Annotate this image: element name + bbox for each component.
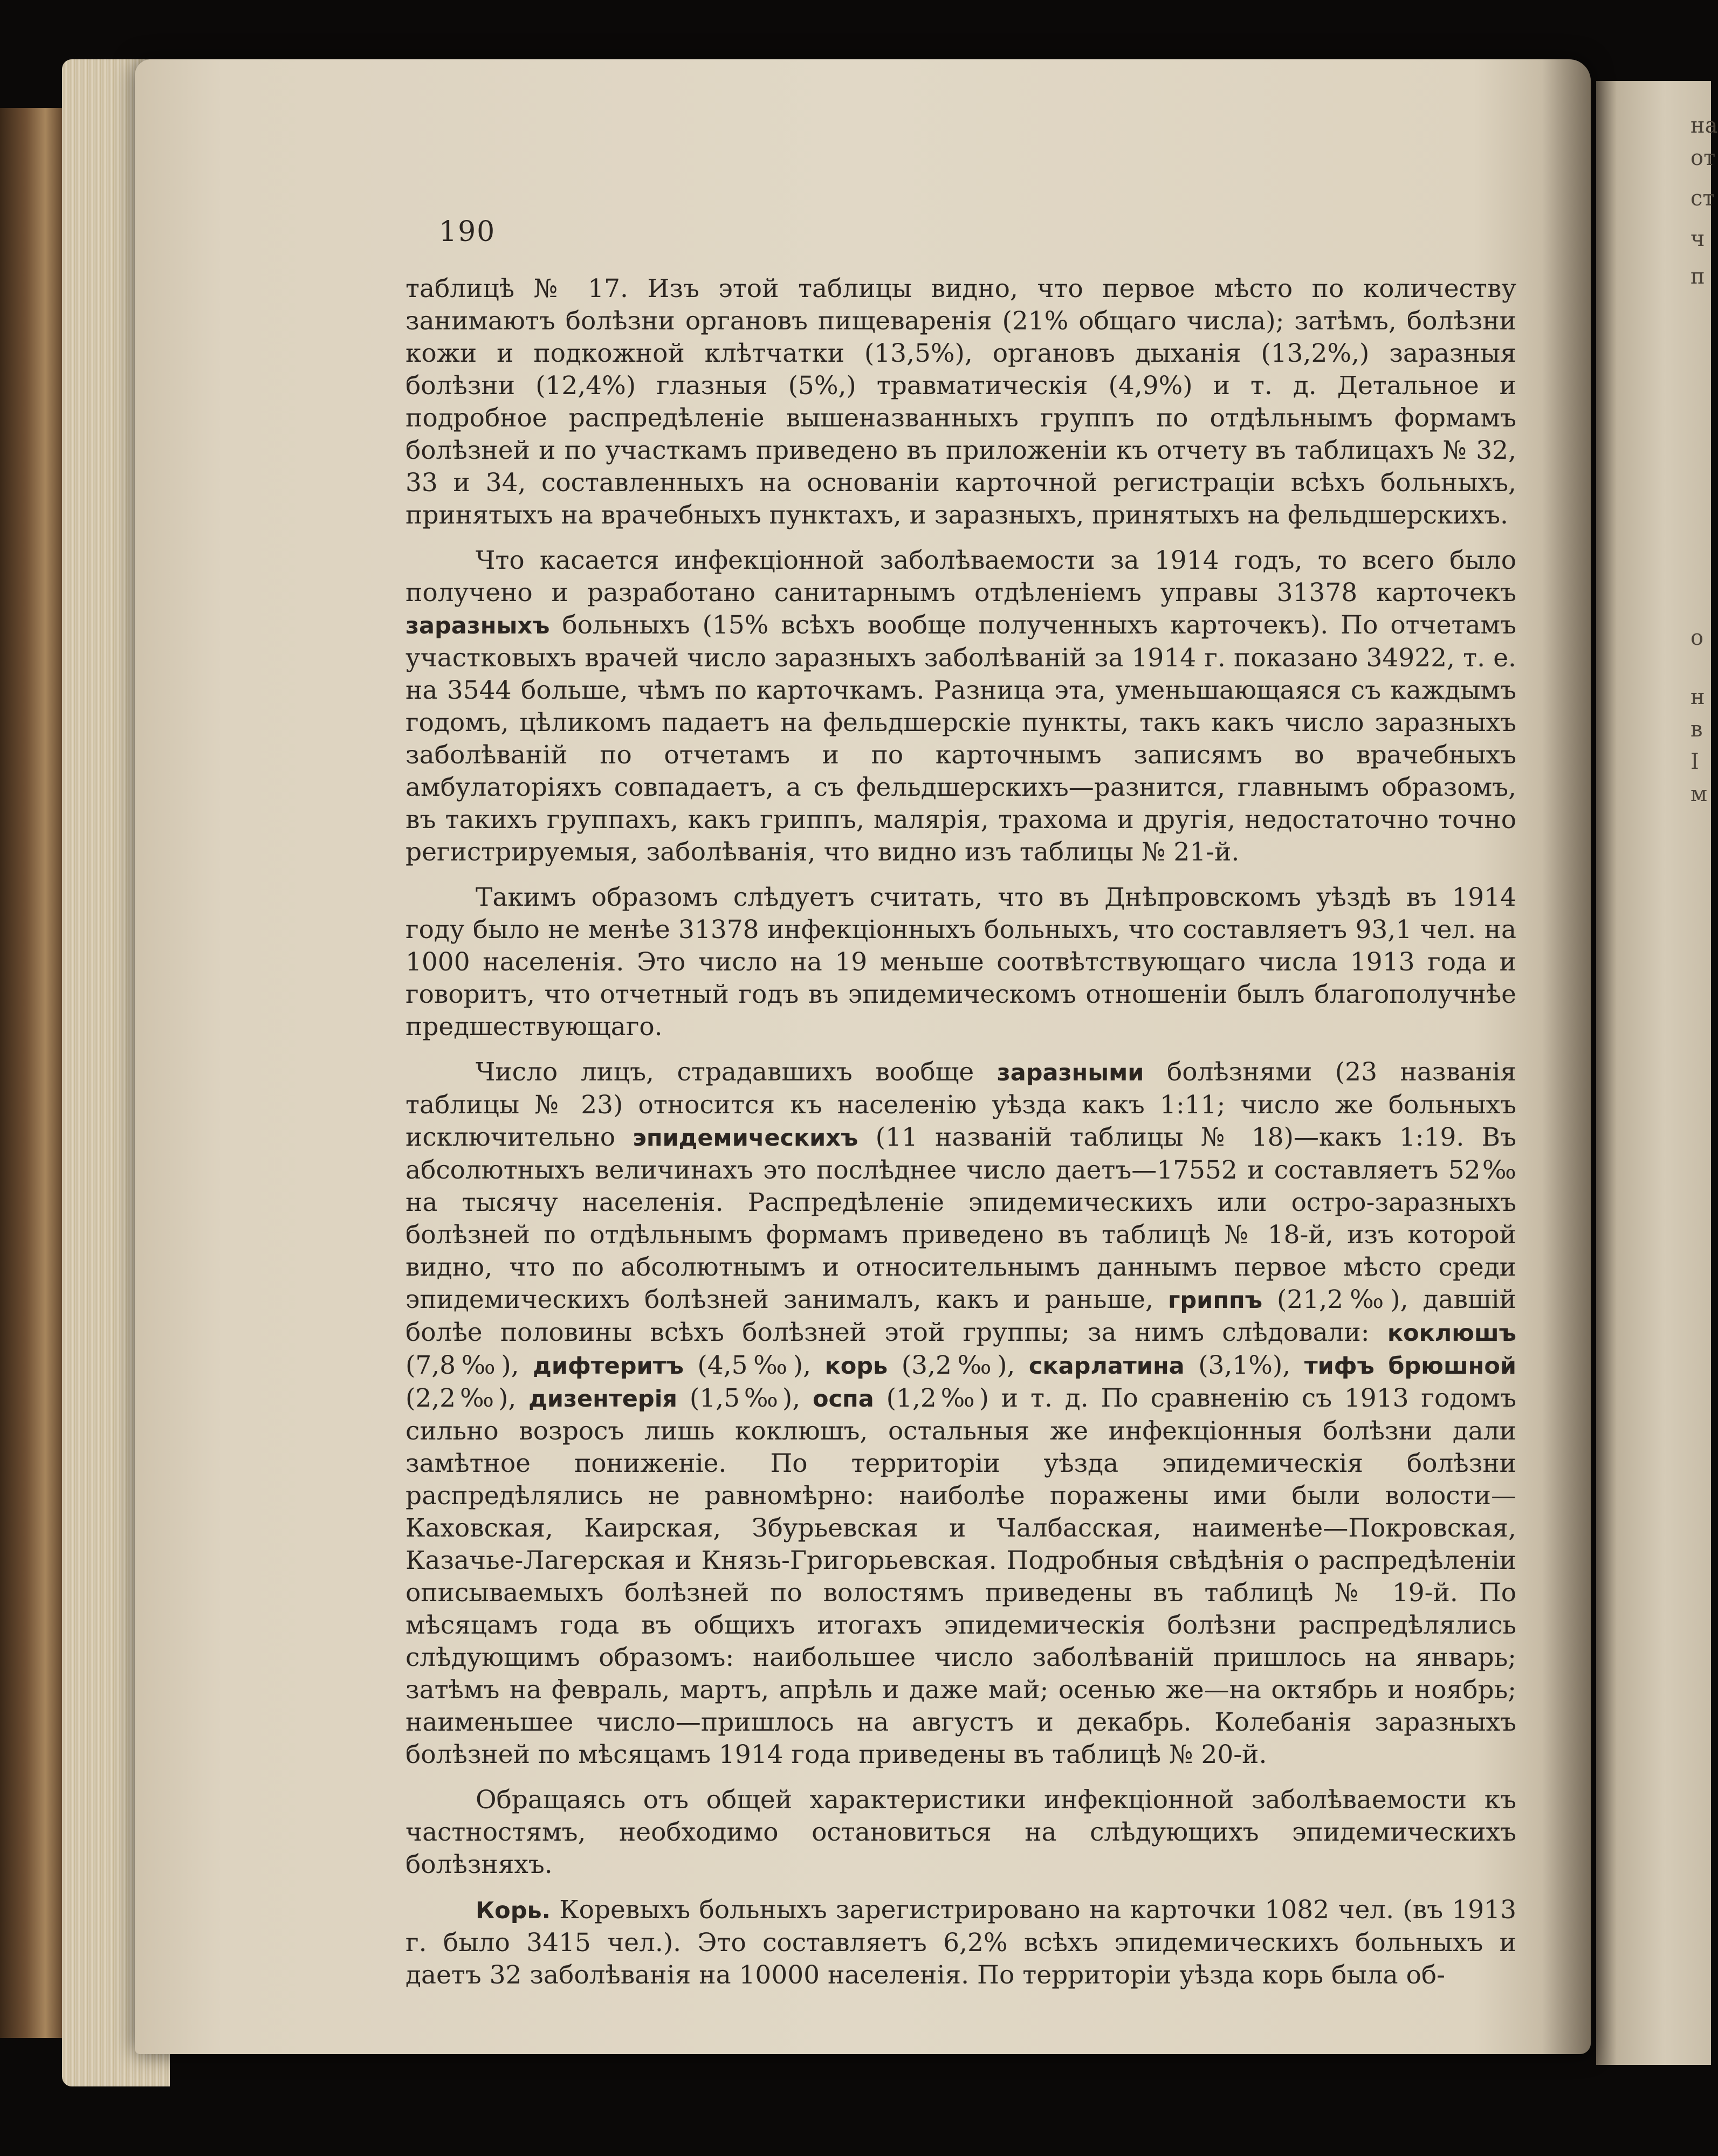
next-page-fragment: о — [1690, 625, 1704, 650]
bold-term: скарлатина — [1028, 1353, 1185, 1380]
text-run: (1,2‰) и т. д. По сравненію съ 1913 годомъ сильно возросъ лишь коклюшъ, остальныя же инфекціонныя болѣзни дали замѣтное пониженіе. По территоріи уѣзда эпидемическія болѣзни распредѣлялись не равномѣрно: наиболѣе поражены ими были волости—Каховская, Каирская, Збурьевская и Чалбасская, наименѣе—Покровская, Казачье-Лагерская и Князь-Григорьевская. Подробныя свѣдѣнія о распредѣленіи описываемыхъ болѣзней по волостямъ приведены въ таблицѣ № 19-й. По мѣсяцамъ года въ общихъ итогахъ эпидемическія болѣзни распредѣлялись слѣдующимъ образомъ: наибольшее число заболѣваній пришлось на январь; затѣмъ на февраль, мартъ, апрѣль и даже май; осенью же—на октябрь и ноябрь; наименьшее число—пришлось на августъ и декабрь. Колебанія заразныхъ болѣзней по мѣсяцамъ 1914 года приведены въ таблицѣ № 20-й. — [406, 1383, 1516, 1769]
text-run: (4,5‰), — [683, 1351, 825, 1380]
bold-term: заразныхъ — [406, 612, 550, 639]
page-number: 190 — [439, 216, 496, 248]
text-run: больныхъ (15% всѣхъ вообще полученныхъ карточекъ). По отчетамъ участковыхъ врачей число заразныхъ заболѣваній за 1914 г. показано 34922, т. е. на 3544 больше, чѣмъ по карточкамъ. Разница эта, уменьшающаяся съ каждымъ годомъ, цѣликомъ падаетъ на фельдшерскіе пункты, такъ какъ число заразныхъ заболѣваній по отчетамъ и по карточнымъ записямъ во врачебныхъ амбулаторіяхъ совпадаетъ, а съ фельдшерскихъ—разнится, главнымъ образомъ, въ такихъ группахъ, какъ гриппъ, малярія, трахома и другія, недостаточно точно регистрируемыя, заболѣванія, что видно изъ таблицы № 21-й. — [406, 610, 1516, 867]
next-page-fragment: м — [1690, 782, 1708, 807]
bold-term: дизентерія — [528, 1386, 678, 1413]
bold-term: дифтеритъ — [533, 1353, 684, 1380]
text-run: таблицѣ № 17. Изъ этой таблицы видно, что первое мѣсто по количеству занимаютъ болѣзни органовъ пищеваренія (21% общаго числа); затѣмъ, болѣзни кожи и подкожной клѣтчатки (13,5%), органовъ дыханія (13,2%,) заразныя болѣзни (12,4%) глазныя (5%,) травматическія (4,9%) и т. д. Детальное и подробное распредѣленіе вышеназванныхъ группъ по отдѣльнымъ формамъ болѣзней и по участкамъ приведено въ приложеніи къ отчету въ таблицахъ № 32, 33 и 34, составленныхъ на основаніи карточной регистраціи всѣхъ больныхъ, принятыхъ на врачебныхъ пунктахъ, и заразныхъ, принятыхъ на фельдшерскихъ. — [406, 274, 1516, 530]
bold-term: коклюшъ — [1387, 1320, 1516, 1347]
text-run: (21,2‰), давшій болѣе половины всѣхъ болѣзней этой группы; за нимъ слѣдовали: — [406, 1285, 1516, 1347]
text-run: болѣзнями (23 названія таблицы № 23) относится къ населенію уѣзда какъ 1:11; число же больныхъ исключительно — [406, 1057, 1517, 1152]
next-page-fragment: п — [1690, 264, 1705, 289]
next-page-fragment: в — [1690, 717, 1703, 742]
next-page-fragment: ч — [1690, 226, 1705, 251]
text-run: (3,2‰), — [888, 1351, 1029, 1380]
bold-term: гриппъ — [1167, 1287, 1263, 1314]
paragraph — [406, 1784, 1516, 1881]
paragraph — [406, 273, 1516, 532]
text-run: Обращаясь отъ общей характеристики инфекціонной заболѣваемости къ частностямъ, необходимо остановиться на слѣдующихъ эпидемическихъ болѣзняхъ. — [406, 1785, 1516, 1879]
paragraph — [406, 881, 1516, 1043]
gutter-shadow — [1542, 59, 1591, 2054]
next-page-fragment: ст — [1690, 186, 1715, 211]
next-page-fragment: от — [1690, 146, 1716, 170]
next-page-fragment: I — [1690, 749, 1699, 774]
bold-term: Корь. — [476, 1897, 551, 1924]
text-run: Что касается инфекціонной заболѣваемости за 1914 годъ, то всего было получено и разработано санитарнымъ отдѣленіемъ управы 31378 карточекъ — [406, 546, 1516, 608]
text-run: (7,8‰), — [406, 1351, 533, 1380]
page-text — [406, 216, 1516, 1992]
book-spine — [0, 108, 65, 2038]
paragraph — [406, 545, 1516, 869]
text-run: Коревыхъ больныхъ зарегистрировано на карточки 1082 чел. (въ 1913 г. было 3415 чел.). Это составляетъ 6,2% всѣхъ эпидемическихъ больныхъ и даетъ 32 заболѣванія на 10000 населенія. По территоріи уѣзда корь была об- — [406, 1895, 1516, 1990]
bold-term: заразными — [997, 1059, 1144, 1086]
text-run: (11 названій таблицы № 18)—какъ 1:19. Въ абсолютныхъ величинахъ это послѣднее число даетъ—17552 и составляетъ 52‰ на тысячу населенія. Распредѣленіе эпидемическихъ или остро-заразныхъ болѣзней по отдѣльнымъ формамъ приведено въ таблицѣ № 18-й, изъ которой видно, что по абсолютнымъ и относительнымъ даннымъ первое мѣсто среди эпидемическихъ болѣзней занималъ, какъ и раньше, — [406, 1122, 1516, 1314]
next-page-fragment: на — [1690, 113, 1718, 138]
bold-term: тифъ брюшной — [1304, 1353, 1516, 1380]
text-run: Число лицъ, страдавшихъ вообще — [476, 1057, 997, 1087]
bold-term: эпидемическихъ — [633, 1125, 858, 1152]
next-page-fragment: н — [1690, 685, 1705, 710]
next-page-edge — [1596, 81, 1718, 2065]
bold-term: корь — [824, 1353, 888, 1380]
text-run: Такимъ образомъ слѣдуетъ считать, что въ Днѣпровскомъ уѣздѣ въ 1914 году было не менѣе 31378 инфекціонныхъ больныхъ, что составляетъ 93,1 чел. на 1000 населенія. Это число на 19 меньше соотвѣтствующаго числа 1913 года и говоритъ, что отчетный годъ въ эпидемическомъ отношеніи былъ благополучнѣе предшествующаго. — [406, 883, 1516, 1042]
text-run: (3,1%), — [1184, 1351, 1304, 1380]
paragraph — [406, 1056, 1516, 1771]
text-run: (2,2‰), — [406, 1383, 529, 1413]
paragraph — [406, 1894, 1516, 1992]
text-run: (1,5‰), — [677, 1383, 813, 1413]
bold-term: оспа — [813, 1386, 874, 1413]
